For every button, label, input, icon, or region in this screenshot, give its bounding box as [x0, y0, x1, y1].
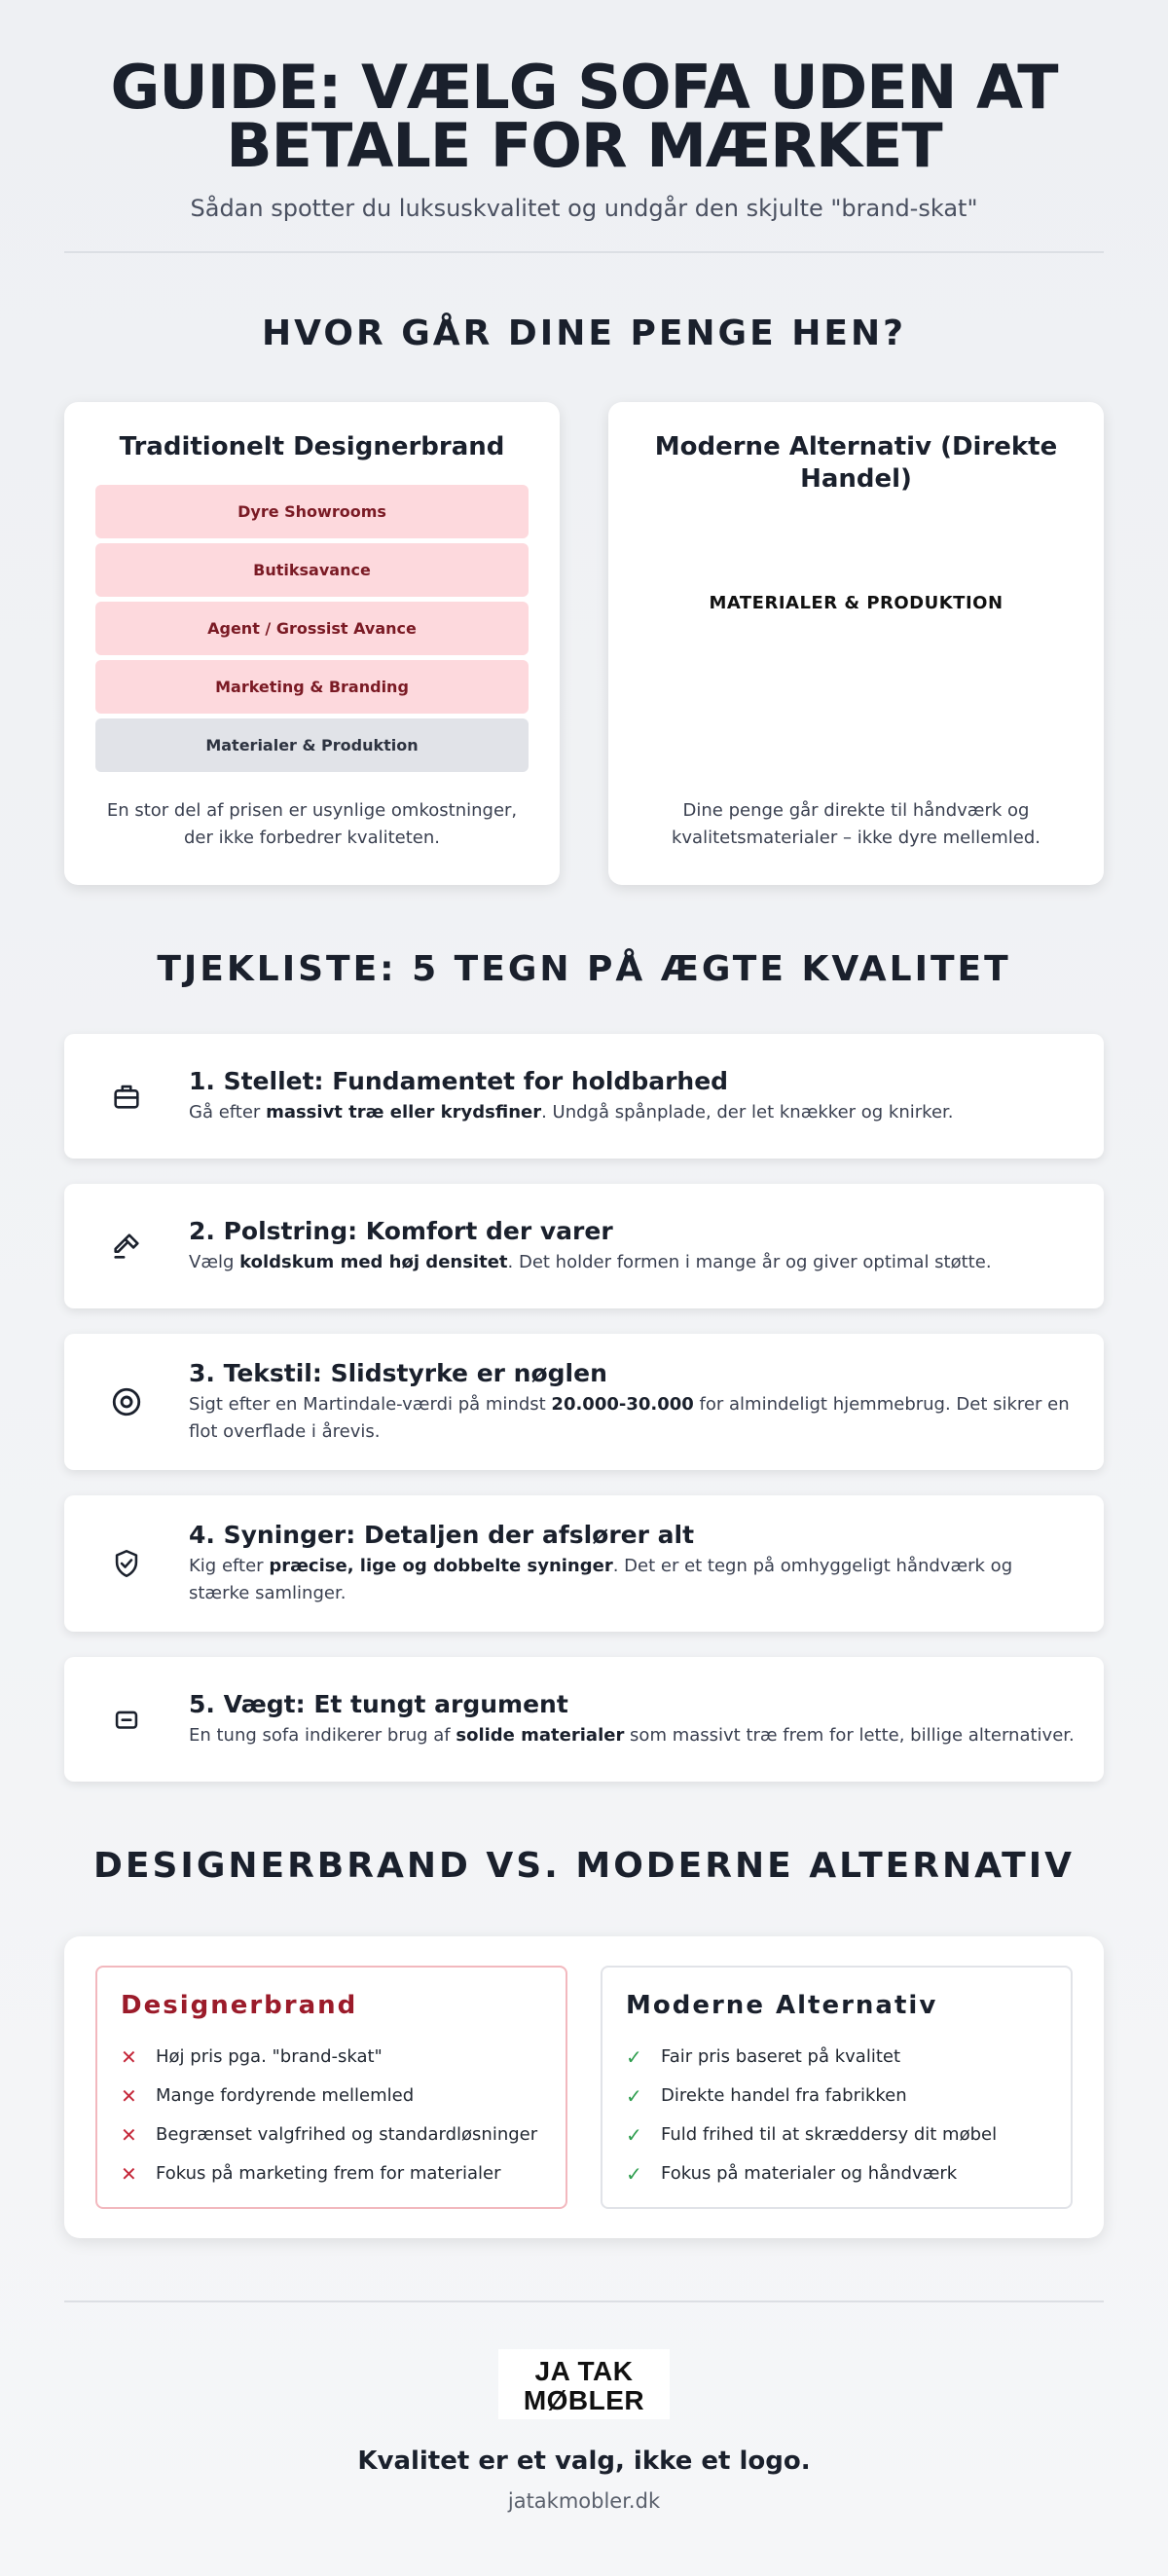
checklist-item-seams	[64, 1495, 1104, 1632]
checkmark-icon: ✓	[626, 2084, 642, 2108]
shield-check-icon	[64, 1547, 189, 1580]
traditional-cost-card	[64, 402, 560, 885]
cross-icon: ✕	[121, 2123, 137, 2147]
divider	[64, 251, 1104, 253]
checklist-item-title: 5. Vægt: Et tungt argument	[189, 1689, 568, 1718]
cost-bar-store-markup: Butiksavance	[95, 543, 529, 597]
list-item: ✓ Fuld frihed til at skræddersy dit møbel	[626, 2116, 1047, 2154]
designerbrand-box	[95, 1966, 567, 2209]
cost-bar-agent-markup: Agent / Grossist Avance	[95, 602, 529, 655]
list-item: ✕ Høj pris pga. "brand-skat"	[121, 2038, 542, 2077]
checklist-item-title: 4. Syninger: Detaljen der afslører alt	[189, 1520, 695, 1549]
modern-materials-label: MATERIALER & PRODUKTION	[709, 593, 1004, 613]
checkmark-icon: ✓	[626, 2123, 642, 2147]
list-item: ✓ Fair pris baseret på kvalitet	[626, 2038, 1047, 2077]
modern-card-title: Moderne Alternativ (Direkte Handel)	[654, 432, 1058, 494]
checklist-item-textile	[64, 1334, 1104, 1470]
traditional-card-title: Traditionelt Designerbrand	[119, 432, 505, 461]
designerbrand-list	[121, 2038, 542, 2193]
briefcase-icon	[64, 1080, 189, 1113]
cost-comparison	[64, 402, 1104, 885]
list-item: ✕ Begrænset valgfrihed og standardløsninger	[121, 2116, 542, 2154]
list-item: ✓ Fokus på materialer og håndværk	[626, 2154, 1047, 2193]
footer-tagline: Kvalitet er et valg, ikke et logo.	[357, 2447, 811, 2476]
checklist	[64, 1034, 1104, 1782]
checklist-item-weight	[64, 1657, 1104, 1782]
comparison-title: DESIGNERBRAND VS. MODERNE ALTERNATIV	[93, 1846, 1075, 1886]
list-item: ✓ Direkte handel fra fabrikken	[626, 2077, 1047, 2116]
hammer-icon	[64, 1230, 189, 1263]
checklist-item-text: Gå efter massivt træ eller krydsfiner. Undgå spånplade, der let knækker og knirker.	[189, 1101, 954, 1122]
checklist-item-upholstery	[64, 1184, 1104, 1308]
weight-icon	[64, 1703, 189, 1736]
list-item: ✕ Fokus på marketing frem for materialer	[121, 2154, 542, 2193]
modern-card-note: Dine penge går direkte til håndværk og kvalitetsmaterialer – ikke dyre mellemled.	[671, 800, 1041, 848]
checklist-title: TJEKLISTE: 5 TEGN PÅ ÆGTE KVALITET	[157, 949, 1011, 989]
checklist-item-title: 3. Tekstil: Slidstyrke er nøglen	[189, 1358, 607, 1387]
checklist-item-frame	[64, 1034, 1104, 1159]
designerbrand-title: Designerbrand	[121, 1991, 358, 2020]
checklist-item-title: 1. Stellet: Fundamentet for holdbarhed	[189, 1066, 729, 1095]
cross-icon: ✕	[121, 2162, 137, 2186]
cost-bars	[95, 485, 529, 772]
comparison-panel	[64, 1936, 1104, 2238]
checkmark-icon: ✓	[626, 2045, 642, 2069]
disc-icon	[64, 1385, 189, 1418]
checkmark-icon: ✓	[626, 2162, 642, 2186]
page-subtitle: Sådan spotter du luksuskvalitet og undgår den skjulte "brand-skat"	[190, 195, 978, 222]
checklist-item-text: Vælg koldskum med høj densitet. Det holder formen i mange år og giver optimal støtte.	[189, 1251, 992, 1272]
checklist-item-title: 2. Polstring: Komfort der varer	[189, 1216, 613, 1245]
cross-icon: ✕	[121, 2084, 137, 2108]
cost-bar-showrooms: Dyre Showrooms	[95, 485, 529, 538]
website-link[interactable]: jatakmobler.dk	[507, 2489, 661, 2513]
modern-alternative-title: Moderne Alternativ	[626, 1991, 938, 2020]
list-item: ✕ Mange fordyrende mellemled	[121, 2077, 542, 2116]
money-section-title: HVOR GÅR DINE PENGE HEN?	[262, 313, 906, 353]
checklist-item-text: En tung sofa indikerer brug af solide materialer som massivt træ frem for lette, billige alternativer.	[189, 1724, 1075, 1746]
checklist-item-text: Sigt efter en Martindale-værdi på mindst 20.000-30.000 for almindeligt hjemmebrug. Det sikrer en flot overflade i årevis.	[189, 1393, 1070, 1442]
page-title: GUIDE: VÆLG SOFA UDEN AT BETALE FOR MÆRKET	[110, 52, 1058, 181]
brand-logo: JA TAK MØBLER	[498, 2349, 670, 2419]
hero-header	[64, 0, 1104, 253]
cost-bar-materials: Materialer & Produktion	[95, 718, 529, 772]
modern-alternative-list	[626, 2038, 1047, 2193]
checklist-item-text: Kig efter præcise, lige og dobbelte syninger. Det er et tegn på omhyggeligt håndværk og stærke samlinger.	[189, 1555, 1013, 1603]
modern-cost-card	[608, 402, 1104, 885]
footer	[64, 2302, 1104, 2513]
cost-bar-marketing: Marketing & Branding	[95, 660, 529, 714]
modern-alternative-box	[601, 1966, 1073, 2209]
traditional-card-note: En stor del af prisen er usynlige omkostninger, der ikke forbedrer kvaliteten.	[106, 800, 518, 848]
cross-icon: ✕	[121, 2045, 137, 2069]
